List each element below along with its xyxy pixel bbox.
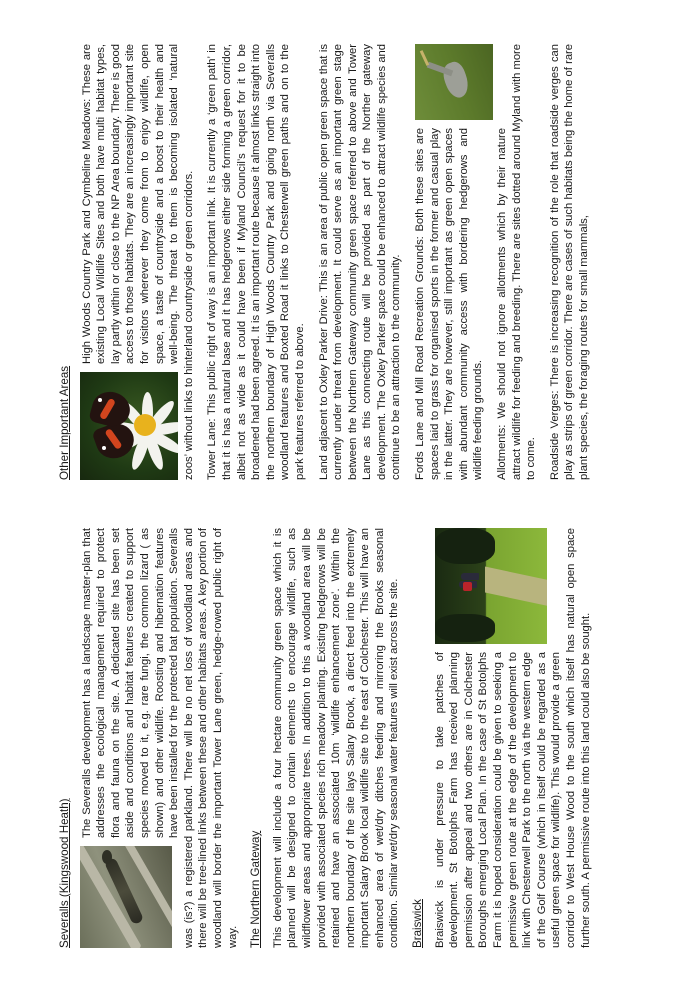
paragraph-tower-lane: Tower Lane: This public right of way is an important link. It is currently a ‘green path’ in that it is has a natural base and it has hedgerows either side forming a green corridor, albeit not as wide as it could have been if Myland Council’s request for it to be broadened had been agreed. It is an important route because it almost links straight into the northern boundary of High Woods Country Park and going north via Severalls woodland features and Boxted Road it links to Chesterwell green paths and on to the park features referred to above. bbox=[206, 44, 306, 480]
paragraph-oxley-parker: Land adjacent to Oxley Parker Drive: This is an area of public open green space that is currently under threat from development. It could serve as an important green stage between the Northern Gateway community green space referred to above and Tower Lane as this connecting route will be provided as part of the Norther gateway development. The Oxley Parker space could be enhanced to attract wildlife species and continue to be an attraction to the community. bbox=[317, 44, 403, 480]
walkers-photo bbox=[435, 528, 547, 644]
paragraph-northern-gateway: This development will include a four hectare community green space which it is planned will be designed to contain elements to encourage wildlife, such as wildflower areas and appropriate trees. In addition to this a woodland area will be provided with associated species rich meadow planting. Existing hedgerows will be retained and have an associated 10m ‘wildlife enhancement zone’. Within the northern boundary of the site lays Salary Brook, a direct feed into the extremely important Salary Brook local wildlife site to the east of Colchester. This will have an enhanced area of wet/dry ditches feeding and mirroring the Brooks seasonal condition. Similar wet/dry seasonal water features will exist across the site. bbox=[271, 528, 401, 948]
heading-severalls: Severalls (Kingswood Heath) bbox=[58, 798, 71, 948]
lizard-photo bbox=[80, 846, 172, 948]
right-column bbox=[58, 44, 601, 480]
paragraph-allotments: Allotments: We should not ignore allotments which by their nature attract wildlife for feeding and breeding. There are sites dotted around Myland with more to come. bbox=[496, 44, 538, 480]
left-column bbox=[58, 528, 602, 948]
paragraph-high-woods: High Woods Country Park and Cymbeline Meadows: These are existing Local Wildlife Sites and both have multi habitat types, lay partly within or close to the NP Area boundary. There is good access to those habitats. They are an increasingly important site for visitors wherever they come from to enjoy wildlife, open space, a taste of countryside and a boost to their health and well-being. The threat to them is becoming isolated ‘natural zoos’ without links to hinterland countryside or green corridors. bbox=[80, 44, 195, 480]
heading-other-important-areas: Other Important Areas bbox=[58, 365, 71, 480]
paragraph-roadside-verges: Roadside Verges: There is increasing recognition of the role that roadside verges can play as strips of green corridor. There are cases of such habitats being the home of rare plant species, the foraging routes for small mammals, bbox=[548, 44, 590, 480]
heading-braiswick: Braiswick bbox=[411, 899, 425, 948]
butterfly-photo bbox=[80, 372, 178, 480]
paragraph-severalls: The Severalls development has a landscape master-plan that addresses the ecological management required to protect flora and fauna on the site. A dedicated site has been set aside and conditions and habitat features created to support species moved to it, e.g. rare fungi, the common lizard ( as shown) and other wildlife. Roosting and hibernation features have been installed for the protected bat population. Severalls was (is?) a registered parkland. There will be no net loss of woodland areas and there will be tree-lined links between these and other habitats areas. A key portion of woodland will border the important Tower Lane green, hedge-rowed public right of way. bbox=[80, 528, 239, 948]
paragraph-fords-lane: Fords Lane and Mill Road Recreation Grounds: Both these sites are spaces laid to grass for organised sports in the former and casual play in the latter. They are however, still important as green open spaces with abundant community access with bordering hedgerows and wildlife feeding grounds. bbox=[414, 128, 485, 480]
heron-photo bbox=[415, 44, 493, 120]
heading-northern-gateway: The Northern Gateway bbox=[249, 830, 263, 948]
paragraph-braiswick: Braiswick is under pressure to take patches of development. St Botolphs Farm has received planning permission after appeal and two others are in Colchester Boroughs emerging Local Plan. In the case of St Botolphs Farm it is hoped consideration could be given to seeking a permissive green route at the edge of the development to link with Chesterwell Park to the north via the western edge of the Golf Course (which in itself could be regarded as a useful green space for wildlife). This would provide a green corridor to West House Wood to the south which itself has natural open space further south. A permissive route into this land could also be sought. bbox=[433, 528, 592, 948]
